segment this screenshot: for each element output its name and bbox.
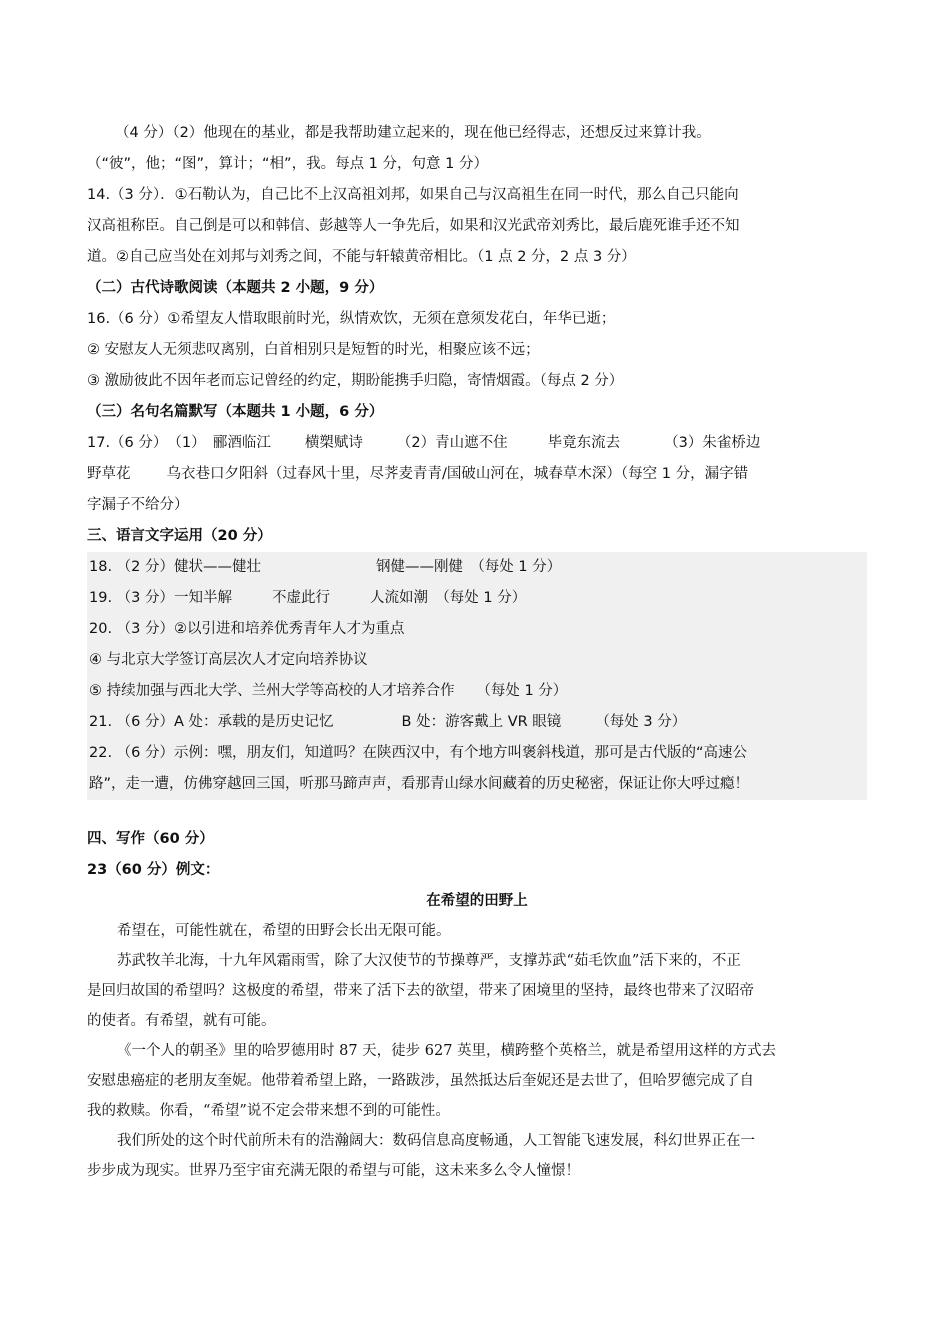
essay-p3-line2: 安慰患癌症的老朋友奎妮。他带着希望上路，一路跋涉，虽然抵达后奎妮还是去世了，但哈罗德完成了自 (87, 1073, 754, 1089)
answer-page (87, 118, 867, 1186)
essay-p2-line3: 的使者。有希望，就有可能。 (87, 1013, 276, 1029)
section-2-heading: （二）古代诗歌阅读（本题共 2 小题，9 分） (87, 280, 384, 296)
q18 (89, 552, 865, 583)
essay-p3-line1: 《一个人的朝圣》里的哈罗德用时 87 天，徒步 627 英里，横跨整个英格兰，就是希望用这样的方式去 (117, 1043, 777, 1059)
q14-line3: 道。②自己应当处在刘邦与刘秀之间，不能与轩辕黄帝相比。（1 点 2 分，2 点 3 分） (87, 249, 636, 265)
essay-p4-line1: 我们所处的这个时代前所未有的浩瀚阔大：数码信息高度畅通，人工智能飞速发展，科幻世界正在一 (117, 1133, 755, 1149)
essay-p2-line2: 是回归故国的希望吗？这极度的希望，带来了活下去的欲望，带来了困境里的坚持，最终也带来了汉昭帝 (87, 983, 754, 999)
q20-line1: 20. （3 分）②以引进和培养优秀青年人才为重点 (89, 621, 405, 637)
q17-line3: 字漏子不给分） (87, 497, 189, 513)
q21-b: B 处：游客戴上 VR 眼镜 (401, 714, 562, 730)
essay-p4-line2: 步步成为现实。世界乃至宇宙充满无限的希望与可能，这未来多么令人憧憬！ (87, 1163, 580, 1179)
q17-line2b: 乌衣巷口夕阳斜（过春风十里，尽荠麦青青/国破山河在，城春草木深）（每空 1 分，漏字错 (166, 466, 749, 482)
shaded-answers (87, 552, 867, 800)
q19-a: 19. （3 分）一知半解 (89, 590, 233, 606)
q17-line2a: 野草花 (87, 466, 131, 482)
q19-b: 不虚此行 (272, 590, 331, 606)
q17-line2 (87, 459, 867, 490)
essay-p1: 希望在，可能性就在，希望的田野会长出无限可能。 (117, 923, 451, 939)
q18-a: 18. （2 分）健状——健壮 (89, 559, 262, 575)
part-3-heading: 三、语言文字运用（20 分） (87, 528, 272, 544)
spacer (87, 800, 867, 824)
q22-line1: 22. （6 分）示例：嘿，朋友们，知道吗？在陕西汉中，有个地方叫褒斜栈道，那可是古代版的“高速公 (89, 745, 748, 761)
q16-line3: ③ 激励彼此不因年老而忘记曾经的约定，期盼能携手归隐，寄情烟霞。（每点 2 分） (87, 373, 624, 389)
q19-c: 人流如潮 （每处 1 分） (370, 590, 527, 606)
q21-a: 21. （6 分）A 处：承载的是历史记忆 (89, 714, 334, 730)
q22-line2: 路”，走一遭，仿佛穿越回三国，听那马蹄声声，看那青山绿水间藏着的历史秘密，保证让你大呼过瘾！ (89, 776, 750, 792)
q23-heading: 23（60 分）例文： (87, 862, 220, 878)
q13-note: （“彼”，他；“图”，算计；“相”，我。每点 1 分，句意 1 分） (87, 156, 488, 172)
q17-a: 17.（6 分） （1） 郦酒临江 (87, 435, 271, 451)
q18-b: 钢健——刚健 （每处 1 分） (376, 559, 562, 575)
q21-c: （每处 3 分） (595, 714, 687, 730)
q17-d: 毕竟东流去 (547, 435, 621, 451)
essay-p3-line3: 我的救赎。你看，“希望”说不定会带来想不到的可能性。 (87, 1103, 450, 1119)
q14-line1: 14.（3 分）．①石勒认为，自己比不上汉高祖刘邦，如果自己与汉高祖生在同一时代，那么自己只能向 (87, 187, 739, 203)
essay-p2-line1: 苏武牧羊北海，十九年风霜雨雪，除了大汉使节的节操尊严，支撑苏武“茹毛饮血”活下来的，不正 (117, 953, 741, 969)
q19 (89, 583, 865, 614)
q14-line2: 汉高祖称臣。自己倒是可以和韩信、彭越等人一争先后，如果和汉光武帝刘秀比，最后鹿死谁手还不知 (87, 218, 740, 234)
q17-b: 横槊赋诗 (304, 435, 363, 451)
q17-line1 (87, 428, 867, 459)
q17-e: （3）朱雀桥边 (664, 435, 761, 451)
q13-part4: （4 分）（2）他现在的基业，都是我帮助建立起来的，现在他已经得志，还想反过来算计我。 (115, 125, 711, 141)
q17-c: （2）青山遮不住 (396, 435, 508, 451)
q20-line2: ④ 与北京大学签订高层次人才定向培养协议 (89, 652, 368, 668)
part-4-heading: 四、写作（60 分） (87, 831, 214, 847)
q16-line2: ② 安慰友人无须悲叹离别，白首相别只是短暂的时光，相聚应该不远； (87, 342, 540, 358)
essay-title: 在希望的田野上 (426, 892, 528, 909)
q16-line1: 16.（6 分）①希望友人惜取眼前时光，纵情欢饮，无须在意须发花白，年华已逝； (87, 311, 616, 327)
section-3-heading: （三）名句名篇默写（本题共 1 小题，6 分） (87, 404, 384, 420)
q20-line3: ⑤ 持续加强与西北大学、兰州大学等高校的人才培养合作 （每处 1 分） (89, 683, 568, 699)
q21 (89, 707, 865, 738)
